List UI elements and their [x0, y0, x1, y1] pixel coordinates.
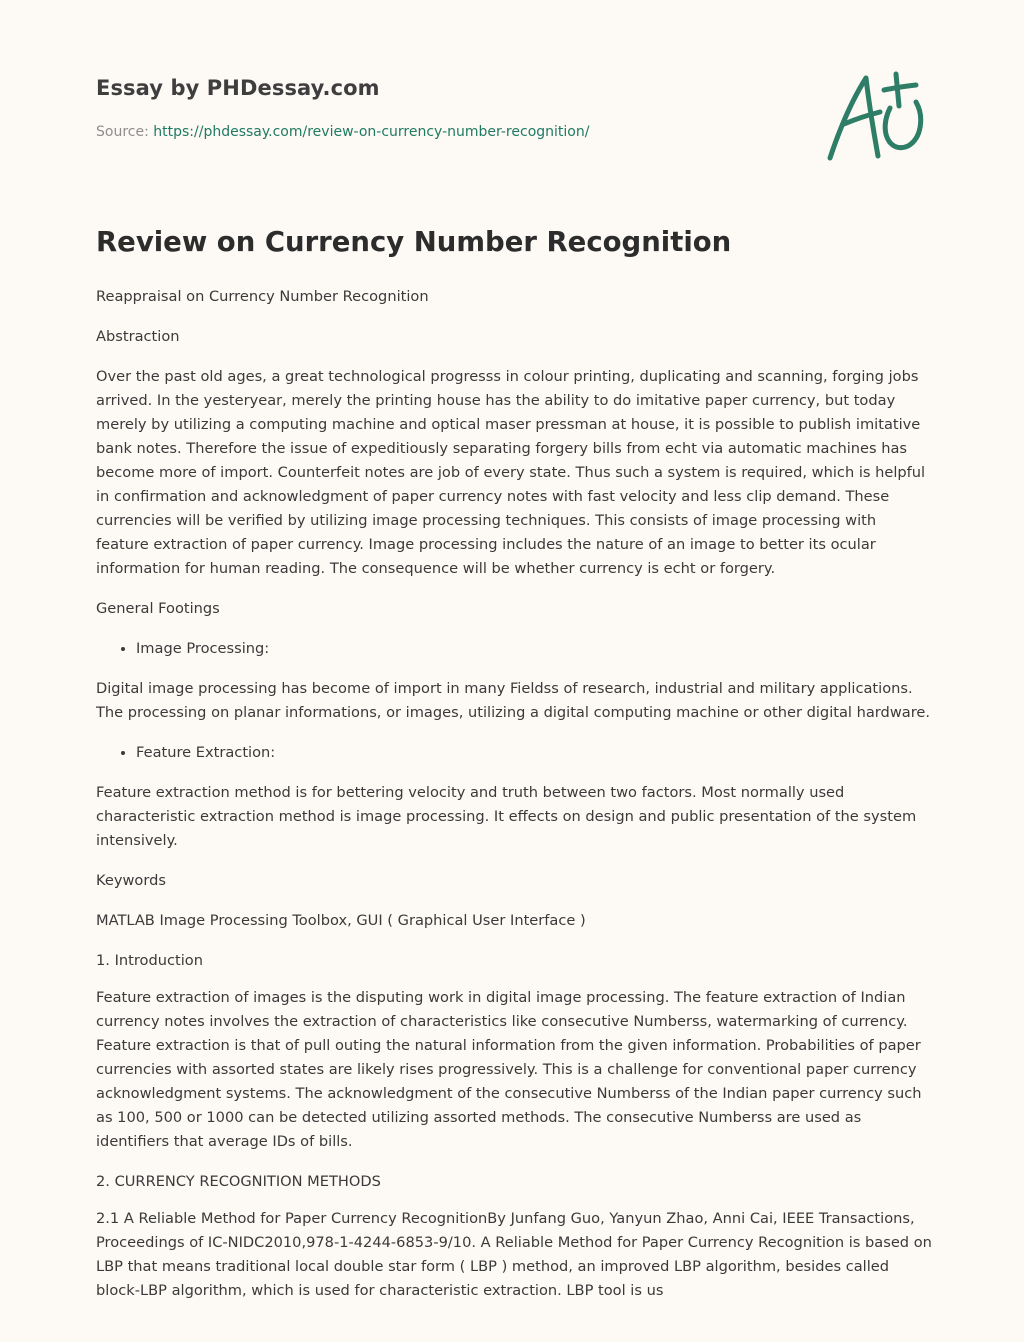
image-processing-paragraph: Digital image processing has become of import in many Fieldss of research, industrial and military applications. The processing on planar informations, or images, utilizing a digital computing machine or other digital hardware. [96, 680, 930, 721]
a-plus-logo-icon [820, 66, 928, 166]
feature-extraction-paragraph: Feature extraction method is for bettering velocity and truth between two factors. Most normally used characteristic extraction method is image processing. It effects on design and public presentation of the system intensively. [96, 784, 917, 849]
essay-title: Review on Currency Number Recognition [96, 226, 732, 258]
source-label: Source: [96, 124, 149, 140]
general-terms-heading: General Footings [96, 600, 220, 617]
list-item: • Feature Extraction: [136, 741, 932, 765]
methods-heading: 2. CURRENCY RECOGNITION METHODS [96, 1173, 381, 1190]
keywords-text: MATLAB Image Processing Toolbox, GUI ( Graphical User Interface ) [96, 912, 586, 929]
essay-subtitle: Reappraisal on Currency Number Recognition [96, 288, 429, 305]
source-line [96, 124, 589, 140]
methods-paragraph: 2.1 A Reliable Method for Paper Currency RecognitionBy Junfang Guo, Yanyun Zhao, Anni Cai, IEEE Transactions, Proceedings of IC-NIDC2010,978-1-4244-6853-9/10. A Reliable Method for Paper Currency Recognition is based on LBP that means traditional local double star form ( LBP ) method, an improved LBP algorithm, besides called block-LBP algorithm, which is used for characteristic extraction. LBP tool is us [96, 1210, 932, 1299]
site-title: Essay by PHDessay.com [96, 76, 380, 100]
abstract-paragraph: Over the past old ages, a great technological progresss in colour printing, duplicating and scanning, forging jobs arrived. In the yesteryear, merely the printing house has the ability to do imitative paper currency, but today merely by utilizing a computing machine and optical maser pressman at house, it is possible to publish imitative bank notes. Therefore the issue of expeditiously separating forgery bills from echt via automatic machines has become more of import. Counterfeit notes are job of every state. Thus such a system is required, which is helpful in confirmation and acknowledgment of paper currency notes with fast velocity and less clip demand. These currencies will be verified by utilizing image processing techniques. This consists of image processing with feature extraction of paper currency. Image processing includes the nature of an image to better its ocular information for human reading. The consequence will be whether currency is echt or forgery. [96, 368, 926, 577]
abstract-heading: Abstraction [96, 328, 180, 345]
general-terms-list-1 [96, 637, 932, 661]
keywords-heading: Keywords [96, 872, 166, 889]
list-item: • Image Processing: [136, 637, 932, 661]
essay-body [96, 285, 932, 1319]
introduction-paragraph: Feature extraction of images is the disputing work in digital image processing. The feature extraction of Indian currency notes involves the extraction of characteristics like consecutive Numberss, watermarking of currency. Feature extraction is that of pull outing the natural information from the given information. Probabilities of paper currencies with assorted states are likely rises progressively. This is a challenge for conventional paper currency acknowledgment systems. The acknowledgment of the consecutive Numberss of the Indian paper currency such as 100, 500 or 1000 can be detected utilizing assorted methods. The consecutive Numberss are used as identifiers that average IDs of bills. [96, 989, 922, 1150]
introduction-heading: 1. Introduction [96, 952, 203, 969]
source-link[interactable]: https://phdessay.com/review-on-currency-number-recognition/ [153, 124, 590, 140]
general-terms-list-2 [96, 741, 932, 765]
